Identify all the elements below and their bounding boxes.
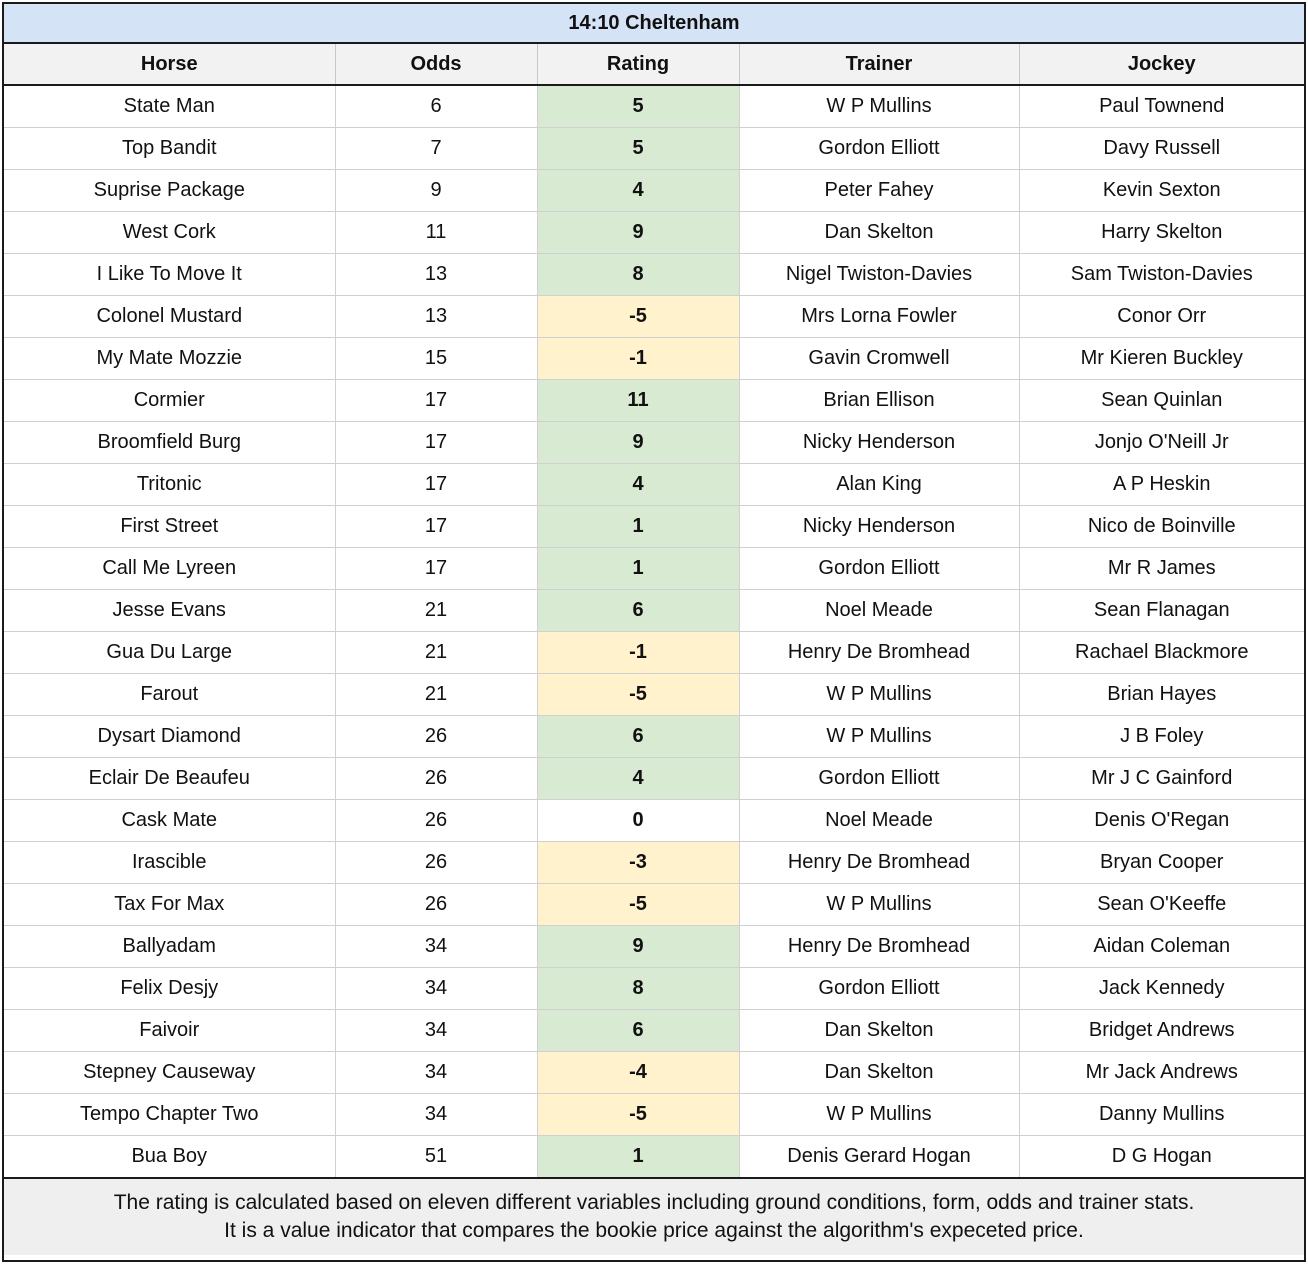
- trainer-cell: Brian Ellison: [739, 380, 1019, 422]
- horse-cell: Stepney Causeway: [4, 1052, 335, 1094]
- table-row: [4, 842, 1304, 884]
- table-row: [4, 170, 1304, 212]
- horse-cell: Cask Mate: [4, 800, 335, 842]
- rating-cell: 4: [537, 758, 739, 800]
- odds-cell: 26: [335, 716, 537, 758]
- rating-cell: 9: [537, 926, 739, 968]
- column-header-trainer: Trainer: [739, 44, 1019, 85]
- jockey-cell: Bridget Andrews: [1019, 1010, 1304, 1052]
- jockey-cell: Bryan Cooper: [1019, 842, 1304, 884]
- trainer-cell: Mrs Lorna Fowler: [739, 296, 1019, 338]
- odds-cell: 15: [335, 338, 537, 380]
- race-card: [2, 2, 1306, 1262]
- trainer-cell: Henry De Bromhead: [739, 842, 1019, 884]
- odds-cell: 13: [335, 296, 537, 338]
- trainer-cell: Dan Skelton: [739, 1010, 1019, 1052]
- table-row: [4, 758, 1304, 800]
- rating-cell: 8: [537, 254, 739, 296]
- table-row: [4, 464, 1304, 506]
- rating-cell: -5: [537, 674, 739, 716]
- jockey-cell: Paul Townend: [1019, 85, 1304, 128]
- horse-cell: Jesse Evans: [4, 590, 335, 632]
- odds-cell: 51: [335, 1136, 537, 1179]
- odds-cell: 7: [335, 128, 537, 170]
- horse-cell: Farout: [4, 674, 335, 716]
- horse-cell: Suprise Package: [4, 170, 335, 212]
- rating-explanation: [4, 1179, 1304, 1255]
- table-row: [4, 884, 1304, 926]
- horse-cell: State Man: [4, 85, 335, 128]
- footer-line-1: The rating is calculated based on eleven different variables including ground conditions, form, odds and trainer stats.: [113, 1191, 1195, 1214]
- odds-cell: 34: [335, 1010, 537, 1052]
- table-row: [4, 85, 1304, 128]
- horse-cell: West Cork: [4, 212, 335, 254]
- trainer-cell: Peter Fahey: [739, 170, 1019, 212]
- rating-cell: -1: [537, 338, 739, 380]
- rating-cell: 6: [537, 1010, 739, 1052]
- odds-cell: 17: [335, 464, 537, 506]
- jockey-cell: Rachael Blackmore: [1019, 632, 1304, 674]
- rating-cell: 0: [537, 800, 739, 842]
- table-row: [4, 590, 1304, 632]
- column-header-odds: Odds: [335, 44, 537, 85]
- trainer-cell: Henry De Bromhead: [739, 926, 1019, 968]
- trainer-cell: Denis Gerard Hogan: [739, 1136, 1019, 1179]
- trainer-cell: W P Mullins: [739, 674, 1019, 716]
- odds-cell: 17: [335, 380, 537, 422]
- trainer-cell: Gordon Elliott: [739, 758, 1019, 800]
- trainer-cell: Gordon Elliott: [739, 968, 1019, 1010]
- odds-cell: 34: [335, 926, 537, 968]
- horse-cell: Faivoir: [4, 1010, 335, 1052]
- trainer-cell: Gavin Cromwell: [739, 338, 1019, 380]
- rating-cell: -4: [537, 1052, 739, 1094]
- odds-cell: 21: [335, 590, 537, 632]
- trainer-cell: Henry De Bromhead: [739, 632, 1019, 674]
- trainer-cell: W P Mullins: [739, 85, 1019, 128]
- horse-cell: Tritonic: [4, 464, 335, 506]
- odds-cell: 26: [335, 884, 537, 926]
- jockey-cell: Sean O'Keeffe: [1019, 884, 1304, 926]
- trainer-cell: Nicky Henderson: [739, 422, 1019, 464]
- odds-cell: 6: [335, 85, 537, 128]
- table-body: [4, 85, 1304, 1178]
- horse-cell: Call Me Lyreen: [4, 548, 335, 590]
- rating-cell: 9: [537, 422, 739, 464]
- jockey-cell: A P Heskin: [1019, 464, 1304, 506]
- table-row: [4, 1136, 1304, 1179]
- rating-cell: -1: [537, 632, 739, 674]
- table-row: [4, 212, 1304, 254]
- trainer-cell: Dan Skelton: [739, 1052, 1019, 1094]
- odds-cell: 21: [335, 632, 537, 674]
- table-row: [4, 1094, 1304, 1136]
- odds-cell: 11: [335, 212, 537, 254]
- rating-cell: -5: [537, 296, 739, 338]
- trainer-cell: W P Mullins: [739, 1094, 1019, 1136]
- trainer-cell: Noel Meade: [739, 590, 1019, 632]
- odds-cell: 21: [335, 674, 537, 716]
- jockey-cell: Sean Flanagan: [1019, 590, 1304, 632]
- trainer-cell: Gordon Elliott: [739, 128, 1019, 170]
- rating-cell: 4: [537, 170, 739, 212]
- jockey-cell: Denis O'Regan: [1019, 800, 1304, 842]
- rating-cell: 5: [537, 85, 739, 128]
- rating-cell: -3: [537, 842, 739, 884]
- table-row: [4, 716, 1304, 758]
- jockey-cell: Sam Twiston-Davies: [1019, 254, 1304, 296]
- column-header-rating: Rating: [537, 44, 739, 85]
- trainer-cell: Gordon Elliott: [739, 548, 1019, 590]
- horse-cell: I Like To Move It: [4, 254, 335, 296]
- jockey-cell: Nico de Boinville: [1019, 506, 1304, 548]
- odds-cell: 34: [335, 1052, 537, 1094]
- rating-cell: 1: [537, 1136, 739, 1179]
- horse-cell: Dysart Diamond: [4, 716, 335, 758]
- jockey-cell: Jonjo O'Neill Jr: [1019, 422, 1304, 464]
- trainer-cell: Alan King: [739, 464, 1019, 506]
- odds-cell: 17: [335, 548, 537, 590]
- jockey-cell: Danny Mullins: [1019, 1094, 1304, 1136]
- jockey-cell: Sean Quinlan: [1019, 380, 1304, 422]
- trainer-cell: Noel Meade: [739, 800, 1019, 842]
- rating-cell: 4: [537, 464, 739, 506]
- jockey-cell: Jack Kennedy: [1019, 968, 1304, 1010]
- jockey-cell: Brian Hayes: [1019, 674, 1304, 716]
- rating-cell: 9: [537, 212, 739, 254]
- column-header-jockey: Jockey: [1019, 44, 1304, 85]
- table-row: [4, 968, 1304, 1010]
- jockey-cell: Mr Jack Andrews: [1019, 1052, 1304, 1094]
- table-row: [4, 128, 1304, 170]
- table-row: [4, 926, 1304, 968]
- table-row: [4, 422, 1304, 464]
- table-row: [4, 506, 1304, 548]
- jockey-cell: D G Hogan: [1019, 1136, 1304, 1179]
- trainer-cell: W P Mullins: [739, 884, 1019, 926]
- trainer-cell: Dan Skelton: [739, 212, 1019, 254]
- odds-cell: 26: [335, 758, 537, 800]
- runners-table: [4, 44, 1304, 1179]
- trainer-cell: Nicky Henderson: [739, 506, 1019, 548]
- table-row: [4, 254, 1304, 296]
- horse-cell: Eclair De Beaufeu: [4, 758, 335, 800]
- rating-cell: -5: [537, 884, 739, 926]
- table-row: [4, 1052, 1304, 1094]
- table-row: [4, 296, 1304, 338]
- horse-cell: Tempo Chapter Two: [4, 1094, 335, 1136]
- column-header-horse: Horse: [4, 44, 335, 85]
- horse-cell: Ballyadam: [4, 926, 335, 968]
- horse-cell: Bua Boy: [4, 1136, 335, 1179]
- rating-cell: 6: [537, 590, 739, 632]
- footer-line-2: It is a value indicator that compares the bookie price against the algorithm's expeceted price.: [224, 1219, 1084, 1242]
- trainer-cell: W P Mullins: [739, 716, 1019, 758]
- odds-cell: 17: [335, 506, 537, 548]
- odds-cell: 9: [335, 170, 537, 212]
- jockey-cell: Kevin Sexton: [1019, 170, 1304, 212]
- rating-cell: 1: [537, 506, 739, 548]
- rating-cell: 6: [537, 716, 739, 758]
- odds-cell: 26: [335, 800, 537, 842]
- rating-cell: -5: [537, 1094, 739, 1136]
- header-row: [4, 44, 1304, 85]
- jockey-cell: Aidan Coleman: [1019, 926, 1304, 968]
- table-row: [4, 632, 1304, 674]
- horse-cell: Broomfield Burg: [4, 422, 335, 464]
- table-row: [4, 1010, 1304, 1052]
- horse-cell: Cormier: [4, 380, 335, 422]
- rating-cell: 8: [537, 968, 739, 1010]
- horse-cell: Felix Desjy: [4, 968, 335, 1010]
- table-row: [4, 338, 1304, 380]
- horse-cell: Colonel Mustard: [4, 296, 335, 338]
- table-row: [4, 674, 1304, 716]
- odds-cell: 26: [335, 842, 537, 884]
- horse-cell: Irascible: [4, 842, 335, 884]
- odds-cell: 34: [335, 968, 537, 1010]
- jockey-cell: Mr J C Gainford: [1019, 758, 1304, 800]
- rating-cell: 1: [537, 548, 739, 590]
- jockey-cell: Mr R James: [1019, 548, 1304, 590]
- table-row: [4, 800, 1304, 842]
- odds-cell: 13: [335, 254, 537, 296]
- odds-cell: 34: [335, 1094, 537, 1136]
- rating-cell: 5: [537, 128, 739, 170]
- horse-cell: Gua Du Large: [4, 632, 335, 674]
- trainer-cell: Nigel Twiston-Davies: [739, 254, 1019, 296]
- odds-cell: 17: [335, 422, 537, 464]
- jockey-cell: Davy Russell: [1019, 128, 1304, 170]
- horse-cell: First Street: [4, 506, 335, 548]
- jockey-cell: Harry Skelton: [1019, 212, 1304, 254]
- jockey-cell: Mr Kieren Buckley: [1019, 338, 1304, 380]
- rating-cell: 11: [537, 380, 739, 422]
- jockey-cell: Conor Orr: [1019, 296, 1304, 338]
- horse-cell: My Mate Mozzie: [4, 338, 335, 380]
- horse-cell: Tax For Max: [4, 884, 335, 926]
- table-row: [4, 380, 1304, 422]
- race-title: 14:10 Cheltenham: [4, 4, 1304, 44]
- table-row: [4, 548, 1304, 590]
- jockey-cell: J B Foley: [1019, 716, 1304, 758]
- horse-cell: Top Bandit: [4, 128, 335, 170]
